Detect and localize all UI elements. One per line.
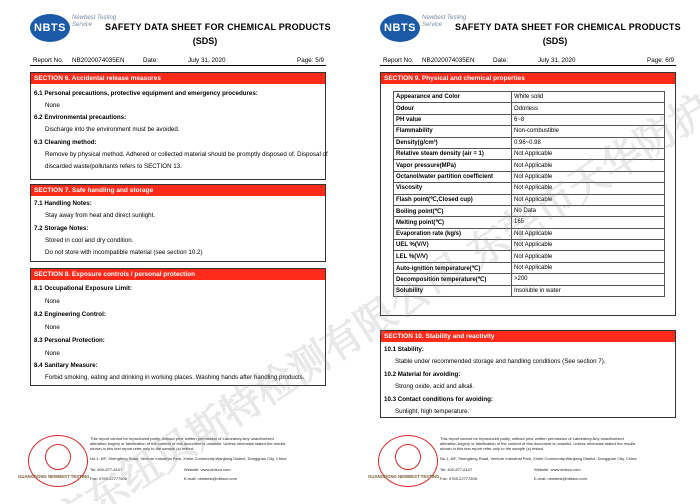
property-name: Flammability: [394, 126, 512, 137]
text-8-2: None: [45, 324, 60, 331]
property-row: [394, 240, 665, 251]
footer-tel: Tel: 400-877-6107: [440, 467, 473, 472]
text-7-2b: Do not store with incompatible material (see section 10.2): [45, 249, 203, 256]
footer-website: Website: www.nbtscn.com: [184, 467, 231, 472]
section-8: [30, 268, 326, 386]
logo-tagline: Newbest Testing Service: [422, 15, 467, 28]
property-value: Not Applicable: [512, 262, 665, 273]
page-title: SAFETY DATA SHEET FOR CHEMICAL PRODUCTS: [105, 22, 331, 32]
report-no-label: Report No.: [383, 57, 414, 64]
nbts-badge: NBTS: [30, 14, 70, 42]
report-info-bar: [380, 56, 676, 66]
seal-caption: GUANGDONG NEWBEST TESTING: [18, 474, 90, 479]
property-row: [394, 183, 665, 194]
section-6: [30, 72, 326, 180]
text-6-2: Discharge into the environment must be avoided.: [45, 126, 180, 133]
date-label: Date:: [143, 57, 159, 64]
property-value: Not Applicable: [512, 240, 665, 251]
page-subtitle: (SDS): [192, 36, 218, 46]
logo-tagline: Newbest Testing Service: [72, 15, 117, 28]
page-number: Page: 6/9: [647, 57, 674, 64]
subheading-10-1: 10.1 Stability:: [384, 346, 424, 353]
property-name: Odour: [394, 103, 512, 114]
property-value: >200: [512, 274, 665, 285]
property-name: Boiling point(℃): [394, 205, 512, 216]
subheading-7-2: 7.2 Storage Notes:: [34, 225, 89, 232]
property-value: Non-combustible: [512, 126, 665, 137]
property-name: Vapor pressure(MPa): [394, 160, 512, 171]
footer-email: E-mail: newbest@nbtscn.com: [184, 476, 237, 481]
sds-page-6: [350, 0, 700, 504]
property-name: Octanol/water partition coefficient: [394, 171, 512, 182]
property-name: UEL %(V/V): [394, 240, 512, 251]
subheading-8-4: 8.4 Sanitary Measure:: [34, 362, 98, 369]
property-name: Appearance and Color: [394, 92, 512, 103]
subheading-8-1: 8.1 Occupational Exposure Limit:: [34, 285, 132, 292]
report-no: NB2020074035EN: [422, 57, 475, 64]
property-value: Odorless: [512, 103, 665, 114]
section-7: [30, 184, 326, 262]
date-value: July 31, 2020: [538, 57, 576, 64]
property-row: [394, 194, 665, 205]
subheading-6-3: 6.3 Cleaning method:: [34, 139, 97, 146]
property-name: Solubility: [394, 285, 512, 296]
nbts-badge: NBTS: [380, 14, 420, 42]
property-row: [394, 160, 665, 171]
property-row: [394, 137, 665, 148]
page-subtitle: (SDS): [542, 36, 568, 46]
footer-fax: Fax: 0769-22777506: [90, 476, 127, 481]
text-7-1: Stay away from heat and direct sunlight.: [45, 212, 156, 219]
text-10-1: Stable under recommended storage and handling conditions (See section 7).: [395, 358, 606, 365]
property-name: Melting point(℃): [394, 217, 512, 228]
text-10-2: Strong oxide, acid and alkali.: [395, 383, 475, 390]
report-no: NB2020074035EN: [72, 57, 125, 64]
property-value: 0.96~0.98: [512, 137, 665, 148]
property-row: [394, 171, 665, 182]
property-row: [394, 217, 665, 228]
property-row: [394, 262, 665, 273]
property-value: Not Applicable: [512, 148, 665, 159]
date-value: July 31, 2020: [188, 57, 226, 64]
footer-address: No.1, 8/F, Shengfeng Road, Venture Industrial Park, Xinhe Community,Wanjiang District, Dongguan City, China: [90, 456, 287, 461]
background-watermark: 广东纽贝斯特检测有限公司: [44, 246, 473, 504]
section-7-title: SECTION 7. Safe handling and storage: [31, 185, 325, 196]
text-8-1: None: [45, 298, 60, 305]
section-9-title: SECTION 9. Physical and chemical properties: [381, 73, 675, 84]
subheading-10-2: 10.2 Material for avoiding:: [384, 371, 461, 378]
footer-address: No.1, 8/F, Shengfeng Road, Venture Industrial Park, Xinhe Community,Wanjiang District, Dongguan City, China: [440, 456, 637, 461]
text-7-2a: Stored in cool and dry condition.: [45, 237, 134, 244]
property-row: [394, 251, 665, 262]
property-value: Not Applicable: [512, 251, 665, 262]
section-8-title: SECTION 8. Exposure controls / personal protection: [31, 269, 325, 280]
text-6-1: None: [45, 102, 60, 109]
page-footer: [368, 433, 680, 493]
section-10-title: SECTION 10. Stability and reactivity: [381, 331, 675, 342]
footer-fax: Fax: 0769-22777506: [440, 476, 477, 481]
text-6-3b: discarded waste/pollutants refers to SECTION 13.: [45, 163, 182, 170]
property-row: [394, 285, 665, 296]
property-name: PH value: [394, 114, 512, 125]
property-value: 6~8: [512, 114, 665, 125]
subheading-7-1: 7.1 Handling Notes:: [34, 200, 92, 207]
property-row: [394, 148, 665, 159]
page-number: Page: 5/9: [297, 57, 324, 64]
property-value: Not Applicable: [512, 171, 665, 182]
property-value: White solid: [512, 92, 665, 103]
property-name: Auto-ignition temperature(℃): [394, 262, 512, 273]
text-8-4: Forbid smoking, eating and drinking in working places. Washing hands after handling products.: [45, 374, 305, 381]
property-value: No Data: [512, 205, 665, 216]
footer-website: Website: www.nbtscn.com: [534, 467, 581, 472]
property-name: LEL %(V/V): [394, 251, 512, 262]
section-9: [380, 72, 676, 316]
text-6-3a: Remove by physical method. Adhered or collected material should be promptly disposed of. Disposal of: [45, 151, 328, 158]
footer-disclaimer: This report cannot be reproduced partly, without prior written permission of Laboratory.Any unauthorized alteration,forgery or falsification of the content of this document is unlawful. Unless otherwise stated the results shown in this test report refer only to the sample (s) tested.: [440, 436, 636, 452]
property-row: [394, 205, 665, 216]
property-row: [394, 103, 665, 114]
section-10: [380, 330, 676, 418]
property-name: Density(g/cm³): [394, 137, 512, 148]
property-row: [394, 228, 665, 239]
text-8-3: None: [45, 350, 60, 357]
section-6-title: SECTION 6. Accidental release measures: [31, 73, 325, 84]
properties-table: [393, 91, 665, 297]
text-10-3: Sunlight, high temperature.: [395, 408, 470, 415]
page-title: SAFETY DATA SHEET FOR CHEMICAL PRODUCTS: [455, 22, 681, 32]
property-row: [394, 114, 665, 125]
property-name: Decomposition temperature(℃): [394, 274, 512, 285]
property-name: Viscosity: [394, 183, 512, 194]
property-name: Flash point(℃,Closed cup): [394, 194, 512, 205]
property-name: Evaporation rate (kg/s): [394, 228, 512, 239]
report-info-bar: [30, 56, 326, 66]
property-row: [394, 92, 665, 103]
subheading-8-3: 8.3 Personal Protection:: [34, 337, 105, 344]
date-label: Date:: [493, 57, 509, 64]
property-value: Not Applicable: [512, 183, 665, 194]
seal-caption: GUANGDONG NEWBEST TESTING: [368, 474, 440, 479]
footer-tel: Tel: 400-877-6107: [90, 467, 123, 472]
subheading-6-1: 6.1 Personal precautions, protective equipment and emergency procedures:: [34, 90, 258, 97]
property-value: Not Applicable: [512, 160, 665, 171]
report-no-label: Report No.: [33, 57, 64, 64]
subheading-10-3: 10.3 Contact conditions for avoiding:: [384, 396, 493, 403]
subheading-8-2: 8.2 Engineering Control:: [34, 311, 106, 318]
property-name: Relative steam density (air = 1): [394, 148, 512, 159]
page-footer: [18, 433, 330, 493]
property-row: [394, 274, 665, 285]
property-row: [394, 126, 665, 137]
company-seal: [28, 435, 88, 487]
property-value: 165: [512, 217, 665, 228]
property-value: Insoluble in water: [512, 285, 665, 296]
footer-disclaimer: This report cannot be reproduced partly, without prior written permission of Laboratory.Any unauthorized alteration,forgery or falsification of the content of this document is unlawful. Unless otherwise stated the results shown in this test report refer only to the sample (s) tested.: [90, 436, 286, 452]
company-seal: [378, 435, 438, 487]
footer-email: E-mail: newbest@nbtscn.com: [534, 476, 587, 481]
subheading-6-2: 6.2 Environmental precautions:: [34, 114, 127, 121]
property-value: Not Applicable: [512, 194, 665, 205]
property-value: Not Applicable: [512, 228, 665, 239]
